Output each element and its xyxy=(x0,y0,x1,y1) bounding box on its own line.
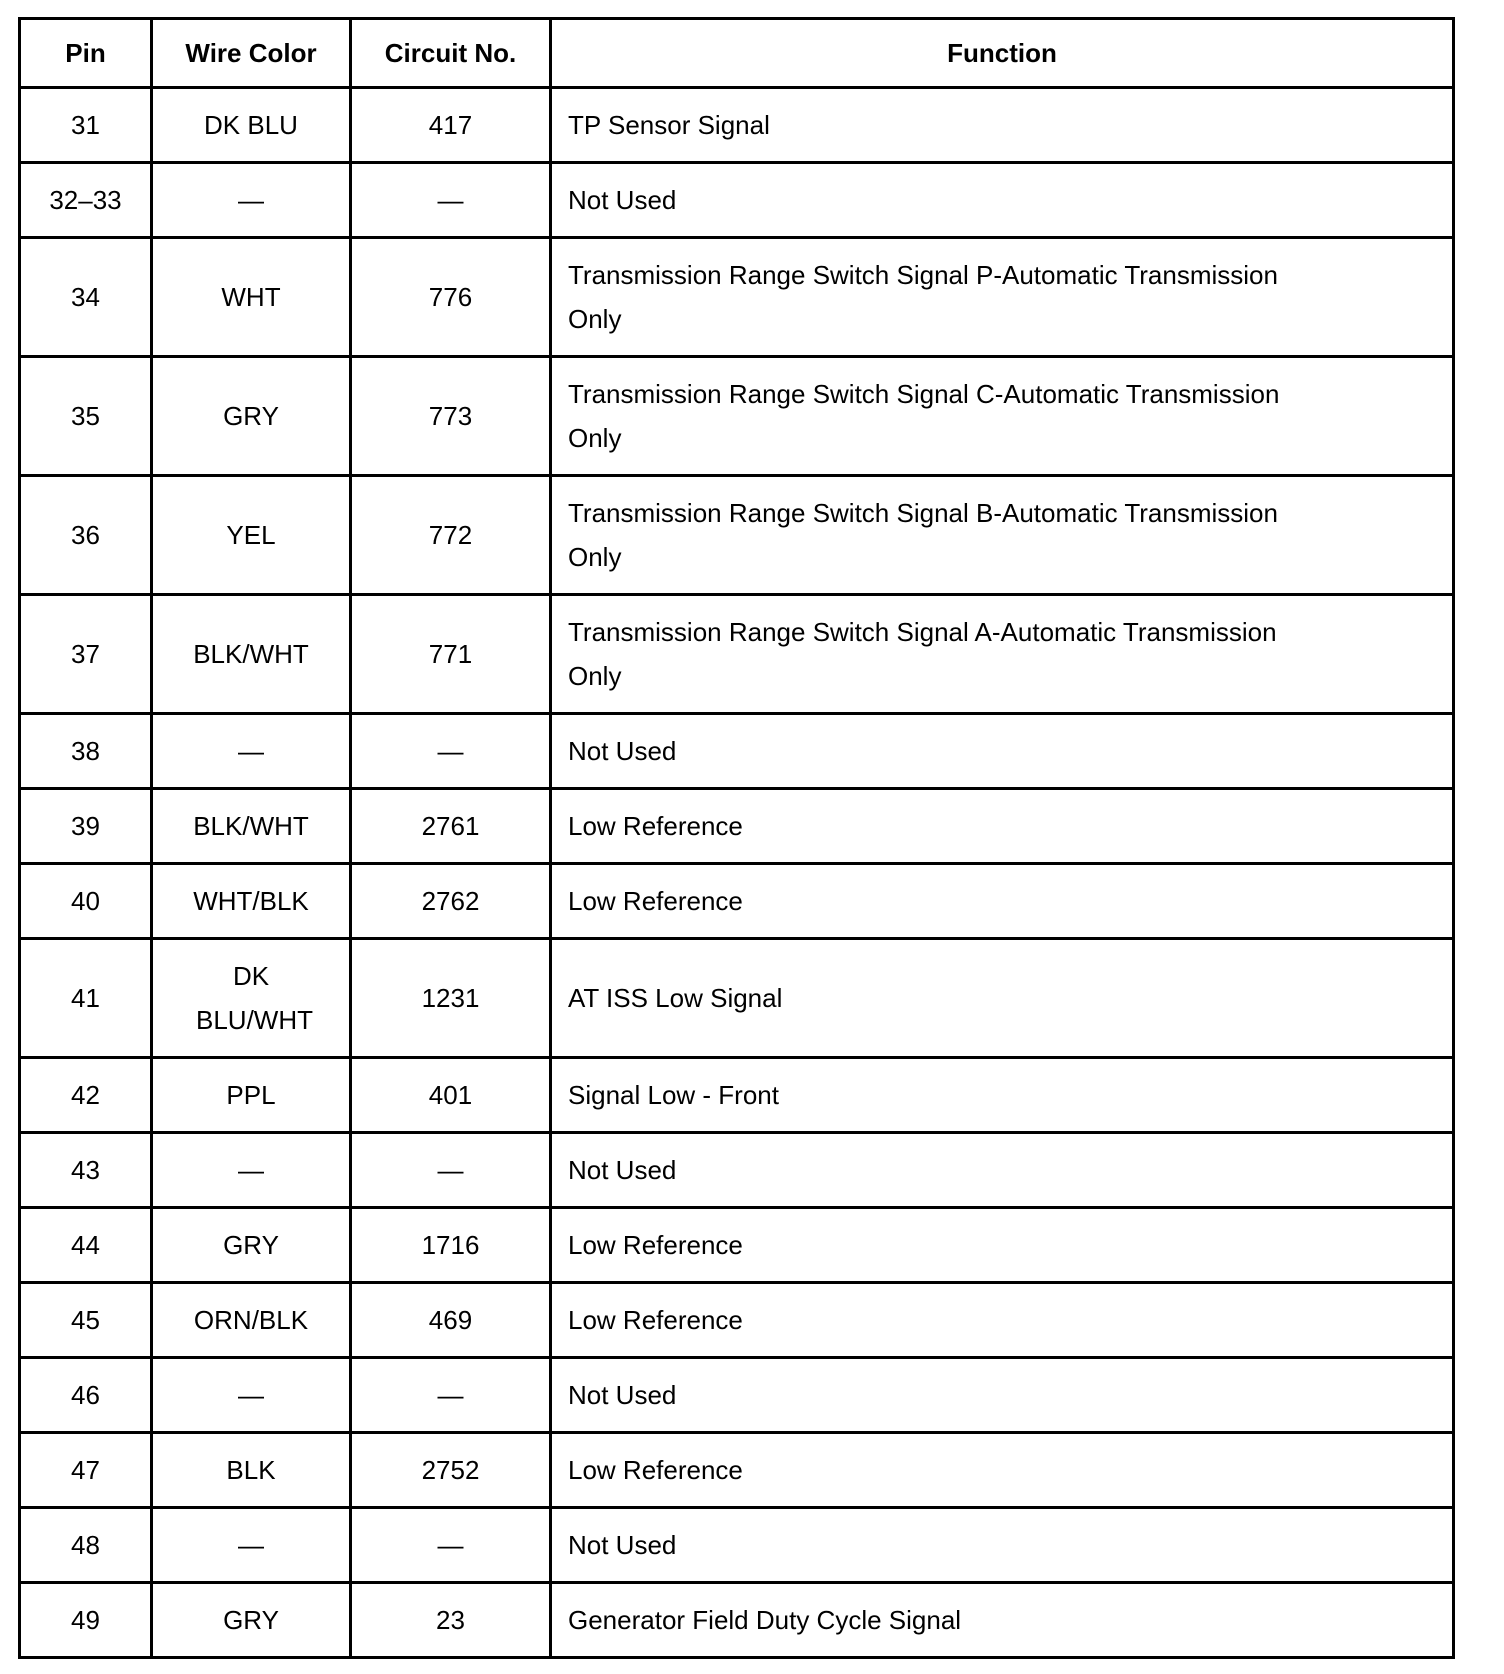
circuit-cell: 417 xyxy=(351,88,551,163)
table-row xyxy=(20,238,1454,357)
pin-cell: 46 xyxy=(20,1358,152,1433)
circuit-cell: 1231 xyxy=(351,939,551,1058)
function-cell xyxy=(551,789,1454,864)
wire-color-cell: GRY xyxy=(152,1208,351,1283)
function-cell xyxy=(551,1508,1454,1583)
circuit-cell: 401 xyxy=(351,1058,551,1133)
function-text: Transmission Range Switch Signal P-Automatic Transmission Only xyxy=(568,260,1278,334)
pin-cell: 32–33 xyxy=(20,163,152,238)
table-row xyxy=(20,1583,1454,1658)
table-row xyxy=(20,1133,1454,1208)
table-row xyxy=(20,357,1454,476)
wire-color-cell: — xyxy=(152,714,351,789)
pin-cell: 34 xyxy=(20,238,152,357)
pin-cell: 43 xyxy=(20,1133,152,1208)
pin-cell: 40 xyxy=(20,864,152,939)
pin-cell: 38 xyxy=(20,714,152,789)
pin-cell: 36 xyxy=(20,476,152,595)
wire-color-cell: — xyxy=(152,1508,351,1583)
function-text: AT ISS Low Signal xyxy=(568,983,783,1013)
wire-color-cell: PPL xyxy=(152,1058,351,1133)
pin-cell: 47 xyxy=(20,1433,152,1508)
function-cell xyxy=(551,1058,1454,1133)
function-cell xyxy=(551,1133,1454,1208)
function-text: Transmission Range Switch Signal B-Automatic Transmission Only xyxy=(568,498,1278,572)
pin-cell: 41 xyxy=(20,939,152,1058)
header-circuit: Circuit No. xyxy=(351,19,551,88)
wire-color-cell: WHT/BLK xyxy=(152,864,351,939)
table-row xyxy=(20,1283,1454,1358)
wire-color-cell: — xyxy=(152,1358,351,1433)
pin-cell: 35 xyxy=(20,357,152,476)
table-row xyxy=(20,864,1454,939)
table-row xyxy=(20,595,1454,714)
function-cell xyxy=(551,238,1454,357)
function-text: Not Used xyxy=(568,185,677,215)
wire-color-cell: — xyxy=(152,163,351,238)
pin-cell: 37 xyxy=(20,595,152,714)
table-row xyxy=(20,476,1454,595)
circuit-cell: 773 xyxy=(351,357,551,476)
function-cell xyxy=(551,595,1454,714)
wire-color-text: DK BLU/WHT xyxy=(196,961,313,1035)
wire-color-cell: GRY xyxy=(152,357,351,476)
pin-cell: 42 xyxy=(20,1058,152,1133)
circuit-cell: 2761 xyxy=(351,789,551,864)
circuit-cell: 772 xyxy=(351,476,551,595)
function-text: TP Sensor Signal xyxy=(568,110,770,140)
wire-color-cell: BLK/WHT xyxy=(152,595,351,714)
wire-color-cell: WHT xyxy=(152,238,351,357)
function-text: Low Reference xyxy=(568,1305,743,1335)
function-cell xyxy=(551,88,1454,163)
function-cell xyxy=(551,163,1454,238)
pin-cell: 39 xyxy=(20,789,152,864)
function-text: Signal Low - Front xyxy=(568,1080,779,1110)
circuit-cell: 23 xyxy=(351,1583,551,1658)
pin-cell: 45 xyxy=(20,1283,152,1358)
wire-color-cell: GRY xyxy=(152,1583,351,1658)
wire-color-cell: BLK xyxy=(152,1433,351,1508)
wire-color-cell: — xyxy=(152,1133,351,1208)
circuit-cell: — xyxy=(351,1508,551,1583)
circuit-cell: 776 xyxy=(351,238,551,357)
pin-cell: 49 xyxy=(20,1583,152,1658)
pin-cell: 31 xyxy=(20,88,152,163)
function-text: Low Reference xyxy=(568,811,743,841)
connector-pinout-table xyxy=(18,17,1455,1659)
function-cell xyxy=(551,939,1454,1058)
table-row xyxy=(20,163,1454,238)
circuit-cell: — xyxy=(351,1133,551,1208)
header-pin: Pin xyxy=(20,19,152,88)
function-text: Low Reference xyxy=(568,886,743,916)
header-row xyxy=(20,19,1454,88)
function-cell xyxy=(551,864,1454,939)
pin-cell: 44 xyxy=(20,1208,152,1283)
table-row xyxy=(20,1058,1454,1133)
function-text: Low Reference xyxy=(568,1455,743,1485)
header-function: Function xyxy=(551,19,1454,88)
function-text: Not Used xyxy=(568,736,677,766)
function-cell xyxy=(551,1208,1454,1283)
table-row xyxy=(20,1433,1454,1508)
table-row xyxy=(20,1508,1454,1583)
table-row xyxy=(20,1358,1454,1433)
circuit-cell: — xyxy=(351,1358,551,1433)
function-cell xyxy=(551,1283,1454,1358)
function-text: Transmission Range Switch Signal A-Automatic Transmission Only xyxy=(568,617,1277,691)
function-cell xyxy=(551,476,1454,595)
circuit-cell: 2752 xyxy=(351,1433,551,1508)
circuit-cell: 771 xyxy=(351,595,551,714)
circuit-cell: 2762 xyxy=(351,864,551,939)
function-cell xyxy=(551,714,1454,789)
circuit-cell: — xyxy=(351,714,551,789)
function-text: Generator Field Duty Cycle Signal xyxy=(568,1605,962,1635)
table-row xyxy=(20,1208,1454,1283)
function-text: Not Used xyxy=(568,1155,677,1185)
function-cell xyxy=(551,1433,1454,1508)
function-text: Transmission Range Switch Signal C-Automatic Transmission Only xyxy=(568,379,1280,453)
circuit-cell: 1716 xyxy=(351,1208,551,1283)
function-cell xyxy=(551,1358,1454,1433)
function-cell xyxy=(551,357,1454,476)
circuit-cell: — xyxy=(351,163,551,238)
function-text: Not Used xyxy=(568,1380,677,1410)
wire-color-cell: DK BLU xyxy=(152,88,351,163)
function-cell xyxy=(551,1583,1454,1658)
pin-cell: 48 xyxy=(20,1508,152,1583)
wire-color-cell: BLK/WHT xyxy=(152,789,351,864)
table-row xyxy=(20,88,1454,163)
function-text: Low Reference xyxy=(568,1230,743,1260)
header-wire-color: Wire Color xyxy=(152,19,351,88)
table-row xyxy=(20,939,1454,1058)
wire-color-cell: YEL xyxy=(152,476,351,595)
circuit-cell: 469 xyxy=(351,1283,551,1358)
table-row xyxy=(20,714,1454,789)
table-row xyxy=(20,789,1454,864)
wire-color-cell: ORN/BLK xyxy=(152,1283,351,1358)
wire-color-cell xyxy=(152,939,351,1058)
function-text: Not Used xyxy=(568,1530,677,1560)
